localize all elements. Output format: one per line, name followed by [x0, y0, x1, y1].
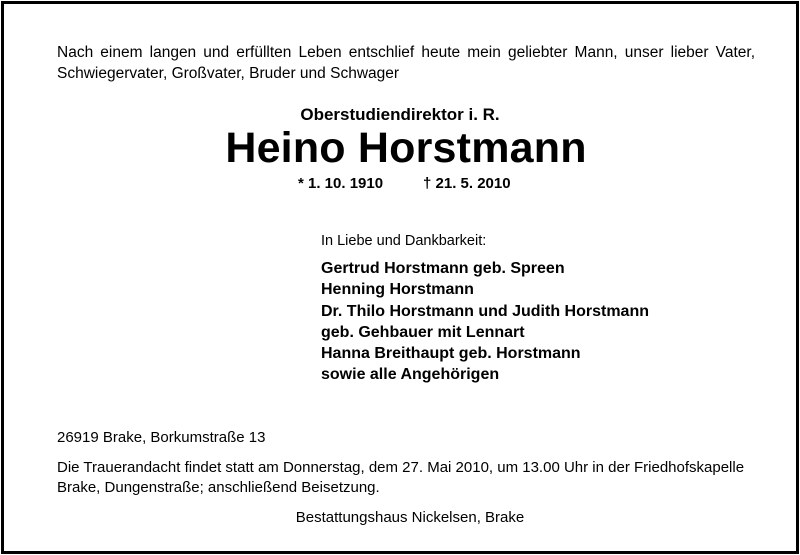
mourner-line: Hanna Breithaupt geb. Horstmann	[321, 345, 581, 363]
mourners-heading: In Liebe und Dankbarkeit:	[321, 233, 487, 249]
mourner-line: Henning Horstmann	[321, 281, 474, 299]
death-date: † 21. 5. 2010	[423, 175, 511, 192]
mourner-line: geb. Gehbauer mit Lennart	[321, 323, 525, 341]
mourner-line: Gertrud Horstmann geb. Spreen	[321, 260, 565, 277]
birth-date: * 1. 10. 1910	[298, 175, 384, 192]
intro-text: Nach einem langen und erfüllten Leben entschlief heute mein geliebter Mann, unser lieber Vater, Schwiegervater, Großvater, Bruder und Schwager	[57, 44, 755, 82]
service-info: Die Trauerandacht findet statt am Donnerstag, dem 27. Mai 2010, um 13.00 Uhr in der Friedhofskapelle Brake, Dungenstraße; anschließend Beisetzung.	[57, 459, 745, 496]
family-address: 26919 Brake, Borkumstraße 13	[57, 429, 266, 446]
mourners-list	[321, 258, 649, 386]
mourner-line: sowie alle Angehörigen	[321, 366, 500, 384]
undertaker: Bestattungshaus Nickelsen, Brake	[295, 509, 525, 526]
deceased-name: Heino Horstmann	[225, 124, 587, 172]
mourner-line: Dr. Thilo Horstmann und Judith Horstmann	[321, 302, 649, 320]
deceased-title: Oberstudiendirektor i. R.	[300, 105, 500, 124]
